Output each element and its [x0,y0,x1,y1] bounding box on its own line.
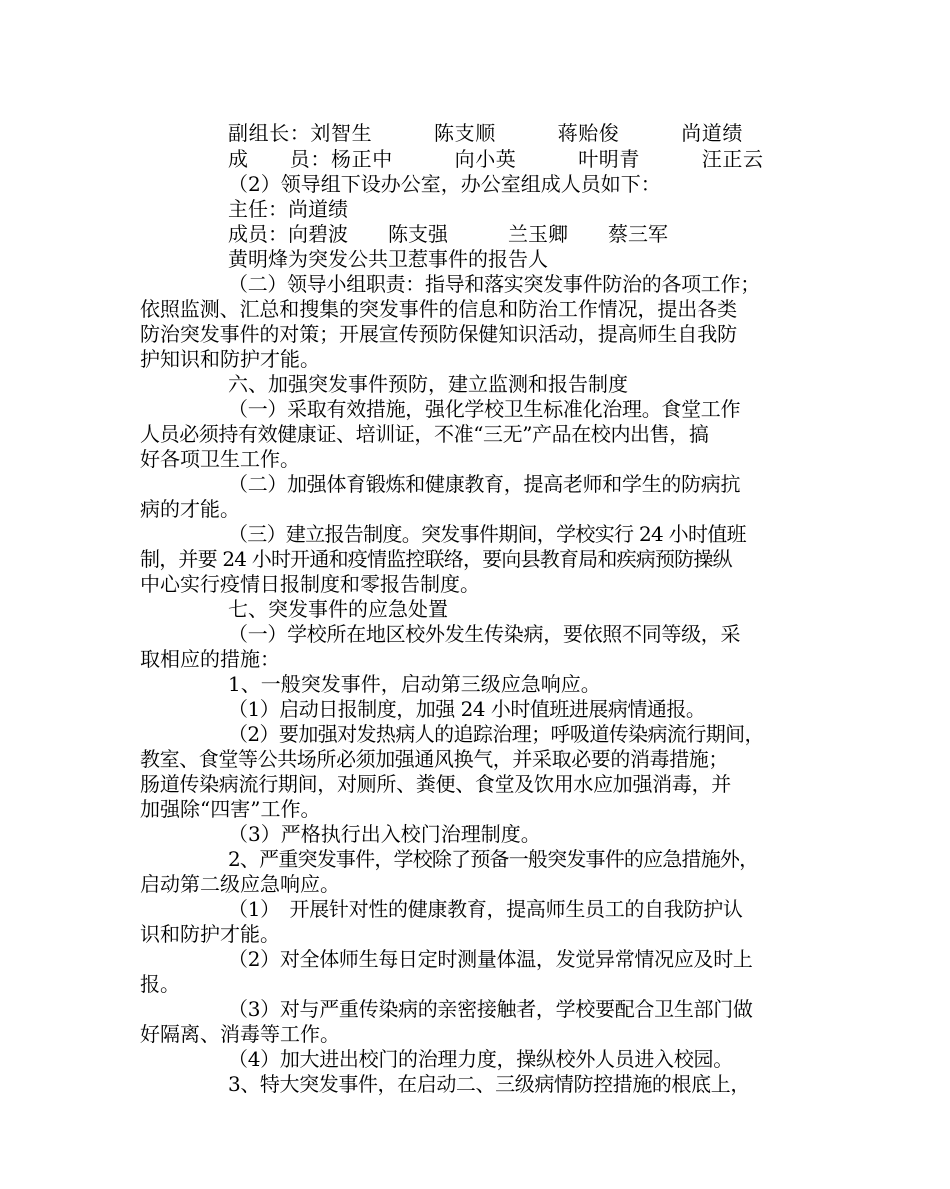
text-line-duties-4: 护知识和防护才能。 [140,347,320,371]
text-line-office-members: 成员：向碧波 陈支强 兰玉卿 蔡三军 [228,222,668,246]
text-line-report-3: 中心实行疫情日报制度和零报告制度。 [140,572,480,596]
text-line-contacts-1: （3）对与严重传染病的亲密接触者，学校要配合卫生部门做 [228,997,753,1021]
text-line-level-two-2: 启动第二级应急响应。 [140,872,340,896]
text-line-fever-2: 教室、食堂等公共场所必须加强通风换气，并采取必要的消毒措施； [140,747,728,771]
text-line-deputy-leaders: 副组长：刘智生 陈支顺 蒋贻俊 尚道绩 [228,121,743,145]
text-line-contacts-2: 好隔离、消毒等工作。 [140,1022,340,1046]
section-heading-six: 六、加强突发事件预防，建立监测和报告制度 [228,372,628,396]
text-line-members: 成 员：杨正中 向小英 叶明青 汪正云 [228,147,764,171]
text-line-gate-strength: （4）加大进出校门的治理力度，操纵校外人员进入校园。 [228,1047,733,1071]
text-line-level-three: 1、一般突发事件，启动第三级应急响应。 [228,672,601,696]
text-line-report-1: （三）建立报告制度。突发事件期间，学校实行 24 小时值班 [228,522,746,546]
text-line-duties-1: （二）领导小组职责：指导和落实突发事件防治的各项工作； [228,272,760,296]
text-line-director: 主任：尚道绩 [228,197,348,221]
text-line-duties-3: 防治突发事件的对策；开展宣传预防保健知识活动，提高师生自我防 [140,322,737,346]
text-line-outbreak-2: 取相应的措施： [140,647,280,671]
text-line-duties-2: 依照监测、汇总和搜集的突发事件的信息和防治工作情况，提出各类 [140,297,737,321]
text-line-education-1: （1） 开展针对性的健康教育，提高师生员工的自我防护认 [228,897,743,921]
text-line-measures-1: （一）采取有效措施，强化学校卫生标准化治理。食堂工作 [228,397,741,421]
text-line-report-2: 制，并要 24 小时开通和疫情监控联络，要向县教育局和疾病预防操纵 [140,547,732,571]
text-line-exercise-2: 病的才能。 [140,497,240,521]
text-line-education-2: 识和防护才能。 [140,922,280,946]
text-line-reporter: 黄明烽为突发公共卫惹事件的报告人 [228,247,548,271]
text-line-fever-3: 肠道传染病流行期间，对厕所、粪便、食堂及饮用水应加强消毒，并 [140,772,731,796]
text-line-temperature-1: （2）对全体师生每日定时测量体温，发觉异常情况应及时上 [228,947,753,971]
text-line-temperature-2: 报。 [140,972,180,996]
text-line-office-setup: （2）领导组下设办公室，办公室组成人员如下： [228,172,661,196]
text-line-fever-4: 加强除“四害”工作。 [140,797,321,821]
section-heading-seven: 七、突发事件的应急处置 [228,597,448,621]
text-line-fever-1: （2）要加强对发热病人的追踪治理；呼吸道传染病流行期间， [228,722,764,746]
text-line-gate-control: （3）严格执行出入校门治理制度。 [228,822,541,846]
text-line-level-one: 3、特大突发事件，在启动二、三级病情防控措施的根底上， [228,1072,750,1096]
text-line-daily-report: （1）启动日报制度，加强 24 小时值班进展病情通报。 [228,697,706,721]
text-line-measures-2: 人员必须持有效健康证、培训证，不准“三无”产品在校内出售，搞 [140,422,709,446]
text-line-level-two-1: 2、严重突发事件，学校除了预备一般突发事件的应急措施外， [228,847,759,871]
text-line-measures-3: 好各项卫生工作。 [140,447,300,471]
text-line-outbreak-1: （一）学校所在地区校外发生传染病，要依照不同等级，采 [228,622,741,646]
text-line-exercise-1: （二）加强体育锻炼和健康教育，提高老师和学生的防病抗 [228,472,741,496]
